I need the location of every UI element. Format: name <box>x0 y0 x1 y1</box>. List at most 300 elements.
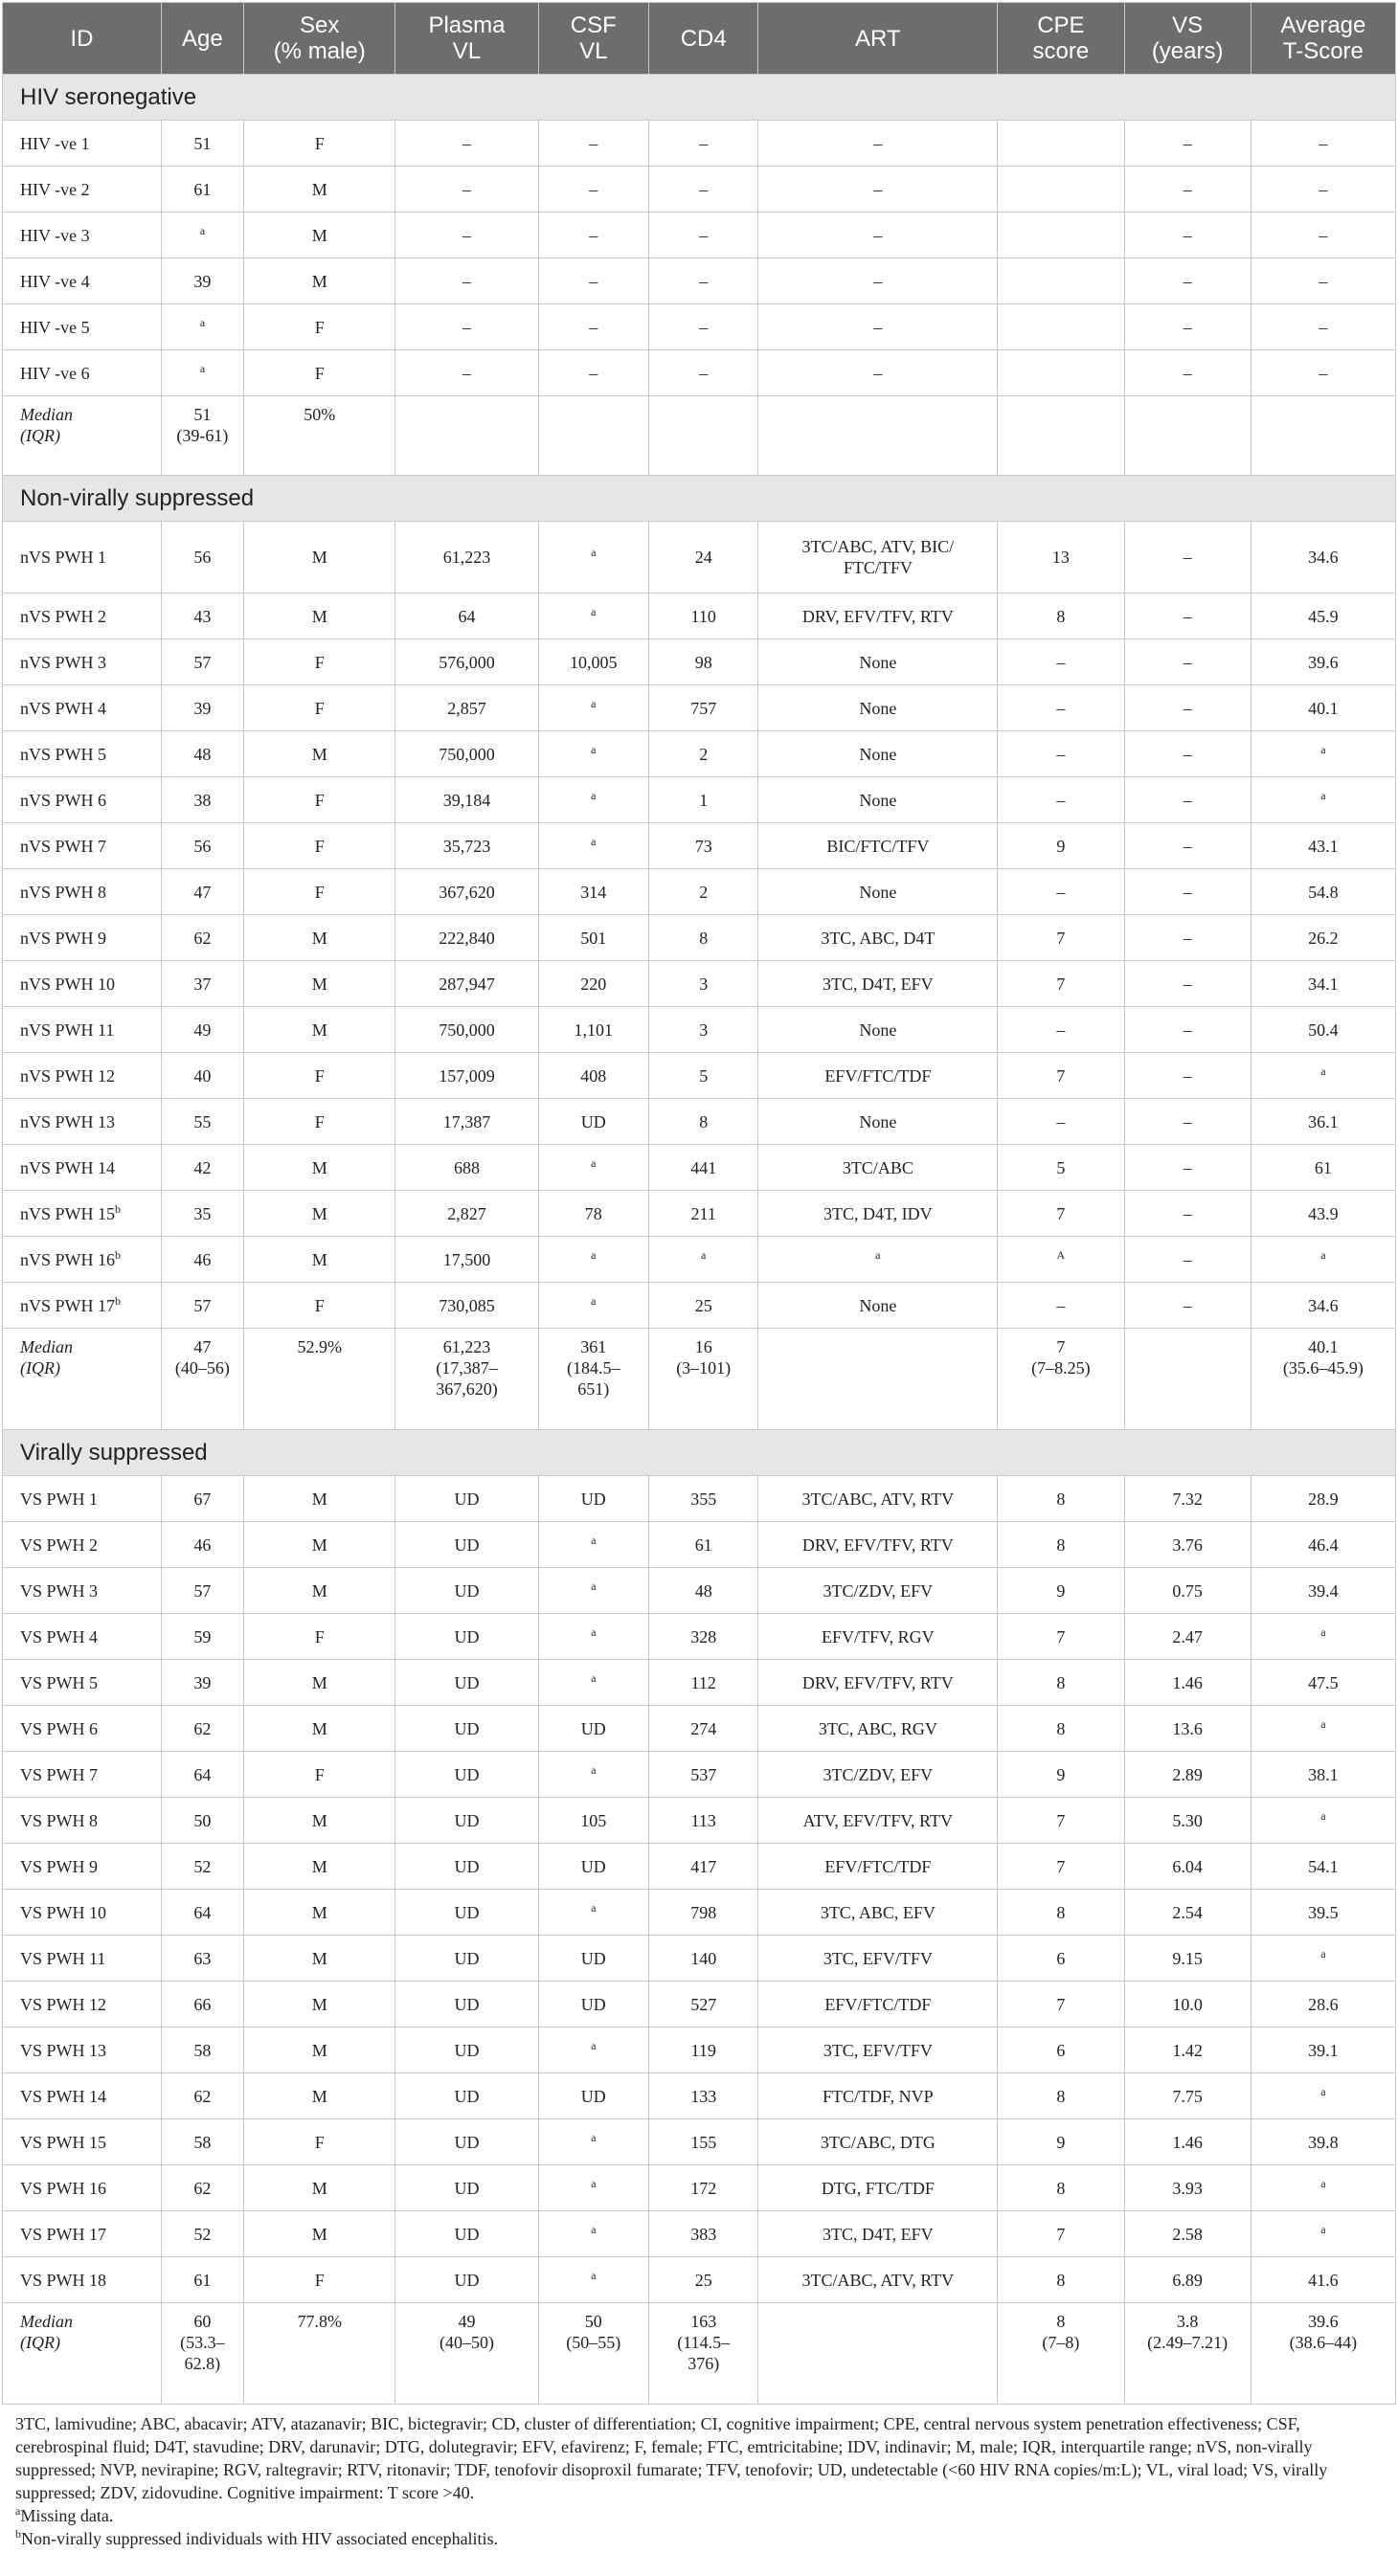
table-cell: 25 <box>648 2257 757 2303</box>
table-cell: M <box>243 522 395 594</box>
table-cell: UD <box>395 2073 538 2119</box>
table-cell: 222,840 <box>395 915 538 961</box>
table-cell: a <box>1251 731 1395 777</box>
table-cell: 3TC, ABC, RGV <box>758 1706 998 1752</box>
table-cell: UD <box>538 2073 648 2119</box>
table-cell: UD <box>538 1476 648 1522</box>
table-cell: 9.15 <box>1124 1936 1251 1982</box>
table-cell: a <box>538 1660 648 1706</box>
table-row <box>3 1099 1396 1145</box>
table-cell: M <box>243 1982 395 2027</box>
table-cell: 34.1 <box>1251 961 1395 1007</box>
row-id-cell: VS PWH 6 <box>3 1706 162 1752</box>
table-cell: 383 <box>648 2211 757 2257</box>
section-title: Non-virally suppressed <box>3 476 1396 522</box>
table-cell: – <box>648 121 757 167</box>
table-cell: DRV, EFV/TFV, RTV <box>758 1522 998 1568</box>
table-cell <box>998 213 1124 258</box>
table-cell: a <box>1251 2165 1395 2211</box>
table-row <box>3 167 1396 213</box>
table-cell: 47 <box>161 869 243 915</box>
table-cell: 119 <box>648 2027 757 2073</box>
table-cell: – <box>538 213 648 258</box>
table-cell <box>395 396 538 476</box>
row-id-cell: VS PWH 1 <box>3 1476 162 1522</box>
table-cell: – <box>648 167 757 213</box>
table-cell: M <box>243 1476 395 1522</box>
table-cell: 155 <box>648 2119 757 2165</box>
table-cell <box>758 1329 998 1430</box>
table-cell: – <box>395 213 538 258</box>
row-id-cell: VS PWH 15 <box>3 2119 162 2165</box>
table-cell: 58 <box>161 2119 243 2165</box>
row-id-cell: nVS PWH 17$^b$ <box>3 1283 162 1329</box>
table-cell: 2 <box>648 731 757 777</box>
row-id-cell: Median (IQR) <box>3 396 162 476</box>
table-cell: 750,000 <box>395 731 538 777</box>
table-cell: 3TC/ABC, DTG <box>758 2119 998 2165</box>
row-id-cell: nVS PWH 7 <box>3 823 162 869</box>
table-cell: EFV/TFV, RGV <box>758 1614 998 1660</box>
table-cell: 52.9% <box>243 1329 395 1430</box>
table-cell: 39.1 <box>1251 2027 1395 2073</box>
row-id-cell: VS PWH 3 <box>3 1568 162 1614</box>
table-cell: a <box>538 1145 648 1191</box>
row-id-cell: VS PWH 8 <box>3 1798 162 1844</box>
table-cell: – <box>1124 1191 1251 1237</box>
row-id-cell: VS PWH 11 <box>3 1936 162 1982</box>
table-cell: 133 <box>648 2073 757 2119</box>
table-row <box>3 685 1396 731</box>
table-cell: – <box>998 1099 1124 1145</box>
table-cell: – <box>538 167 648 213</box>
table-row <box>3 2165 1396 2211</box>
footnote-b-mark: b <box>15 2527 21 2541</box>
table-cell: – <box>395 304 538 350</box>
table-cell: – <box>1124 685 1251 731</box>
table-cell: a <box>1251 1936 1395 1982</box>
table-cell: 7 <box>998 961 1124 1007</box>
table-cell <box>998 304 1124 350</box>
table-cell: F <box>243 1752 395 1798</box>
table-cell: 5 <box>648 1053 757 1099</box>
section-title: Virally suppressed <box>3 1430 1396 1476</box>
footnote-a-mark: a <box>15 2504 21 2518</box>
table-cell <box>1251 396 1395 476</box>
table-cell: a <box>538 1522 648 1568</box>
table-cell: 2,857 <box>395 685 538 731</box>
table-cell: F <box>243 1614 395 1660</box>
median-row <box>3 2303 1396 2405</box>
table-cell: EFV/FTC/TDF <box>758 1982 998 2027</box>
table-cell: M <box>243 1145 395 1191</box>
table-cell: 61 <box>648 1522 757 1568</box>
table-cell: – <box>1124 961 1251 1007</box>
table-row <box>3 2027 1396 2073</box>
table-cell: 47 (40–56) <box>161 1329 243 1430</box>
table-cell: UD <box>395 1798 538 1844</box>
table-cell: a <box>1251 1237 1395 1283</box>
table-cell: a <box>538 1283 648 1329</box>
table-cell: – <box>538 350 648 396</box>
table-cell: 48 <box>648 1568 757 1614</box>
table-row <box>3 1522 1396 1568</box>
table-cell: 61,223 <box>395 522 538 594</box>
row-id-cell: nVS PWH 1 <box>3 522 162 594</box>
table-cell: F <box>243 777 395 823</box>
row-id-cell: nVS PWH 14 <box>3 1145 162 1191</box>
table-cell: 57 <box>161 639 243 685</box>
table-row <box>3 1752 1396 1798</box>
table-cell: 46 <box>161 1522 243 1568</box>
table-cell: 58 <box>161 2027 243 2073</box>
table-cell: 1.46 <box>1124 1660 1251 1706</box>
table-cell: M <box>243 1007 395 1053</box>
row-id-cell: VS PWH 14 <box>3 2073 162 2119</box>
table-cell: 8 <box>648 1099 757 1145</box>
table-row <box>3 2257 1396 2303</box>
table-cell: F <box>243 121 395 167</box>
table-cell: 105 <box>538 1798 648 1844</box>
footnote-b-text: Non-virally suppressed individuals with HIV associated encephalitis. <box>21 2529 499 2548</box>
table-cell: 8 <box>998 1890 1124 1936</box>
table-cell: – <box>1124 731 1251 777</box>
row-id-cell: nVS PWH 16$^b$ <box>3 1237 162 1283</box>
row-id-cell: HIV -ve 6 <box>3 350 162 396</box>
table-cell: 50 <box>161 1798 243 1844</box>
table-cell: UD <box>395 1890 538 1936</box>
table-cell: a <box>538 685 648 731</box>
table-cell: F <box>243 2119 395 2165</box>
table-cell: M <box>243 731 395 777</box>
table-cell: – <box>758 304 998 350</box>
table-cell: 64 <box>161 1752 243 1798</box>
table-cell: EFV/FTC/TDF <box>758 1844 998 1890</box>
table-cell: a <box>1251 1614 1395 1660</box>
table-cell: – <box>1251 213 1395 258</box>
table-cell: F <box>243 1099 395 1145</box>
table-cell: 1 <box>648 777 757 823</box>
header-row <box>3 3 1396 75</box>
table-row <box>3 1145 1396 1191</box>
table-cell: 287,947 <box>395 961 538 1007</box>
table-cell: 43.1 <box>1251 823 1395 869</box>
table-cell: 6 <box>998 2027 1124 2073</box>
table-cell: 3TC/ZDV, EFV <box>758 1568 998 1614</box>
table-cell: M <box>243 258 395 304</box>
table-cell: F <box>243 639 395 685</box>
table-cell: 3.76 <box>1124 1522 1251 1568</box>
table-row <box>3 1798 1396 1844</box>
table-cell: – <box>1124 1007 1251 1053</box>
table-cell: 6 <box>998 1936 1124 1982</box>
table-cell: – <box>648 213 757 258</box>
table-cell: – <box>758 213 998 258</box>
table-cell: M <box>243 1522 395 1568</box>
column-header: Sex (% male) <box>243 3 395 75</box>
table-cell: 7 <box>998 2211 1124 2257</box>
footnote-a-text: Missing data. <box>20 2506 114 2525</box>
table-cell: 576,000 <box>395 639 538 685</box>
table-cell: – <box>998 777 1124 823</box>
table-cell: 0.75 <box>1124 1568 1251 1614</box>
row-id-cell: VS PWH 2 <box>3 1522 162 1568</box>
column-header: ART <box>758 3 998 75</box>
table-cell: 98 <box>648 639 757 685</box>
row-id-cell: nVS PWH 3 <box>3 639 162 685</box>
table-row <box>3 594 1396 639</box>
table-cell: 757 <box>648 685 757 731</box>
table-cell: – <box>1251 121 1395 167</box>
table-cell: – <box>538 121 648 167</box>
table-cell: – <box>1124 522 1251 594</box>
table-cell: 61 <box>1251 1145 1395 1191</box>
table-cell: DTG, FTC/TDF <box>758 2165 998 2211</box>
table-cell: – <box>1251 258 1395 304</box>
table-cell: 5.30 <box>1124 1798 1251 1844</box>
table-cell: 730,085 <box>395 1283 538 1329</box>
table-cell: UD <box>395 2027 538 2073</box>
table-cell: a <box>538 731 648 777</box>
table-cell: 7 <box>998 1844 1124 1890</box>
table-cell: 8 <box>998 1706 1124 1752</box>
table-cell: F <box>243 2257 395 2303</box>
table-cell: 7.75 <box>1124 2073 1251 2119</box>
table-cell: UD <box>538 1099 648 1145</box>
table-row <box>3 2211 1396 2257</box>
table-cell: – <box>538 258 648 304</box>
table-cell: 52 <box>161 2211 243 2257</box>
table-row <box>3 869 1396 915</box>
table-cell: 1,101 <box>538 1007 648 1053</box>
table-cell: 10,005 <box>538 639 648 685</box>
table-cell: 62 <box>161 915 243 961</box>
table-cell: 9 <box>998 823 1124 869</box>
table-cell: 5 <box>998 1145 1124 1191</box>
table-cell: – <box>1124 869 1251 915</box>
table-cell: 38.1 <box>1251 1752 1395 1798</box>
table-cell: 43 <box>161 594 243 639</box>
row-id-cell: HIV -ve 3 <box>3 213 162 258</box>
table-cell: 54.8 <box>1251 869 1395 915</box>
table-cell: 8 <box>648 915 757 961</box>
table-cell: 3TC/ABC <box>758 1145 998 1191</box>
table-row <box>3 961 1396 1007</box>
table-cell: 8 <box>998 1476 1124 1522</box>
table-cell: 39.5 <box>1251 1890 1395 1936</box>
table-cell: – <box>1251 350 1395 396</box>
table-cell: 367,620 <box>395 869 538 915</box>
column-header: Age <box>161 3 243 75</box>
table-cell: a <box>538 2211 648 2257</box>
table-cell: – <box>998 639 1124 685</box>
table-cell: 2 <box>648 869 757 915</box>
table-cell: 9 <box>998 1752 1124 1798</box>
table-cell: 7 <box>998 1798 1124 1844</box>
table-cell <box>998 167 1124 213</box>
table-cell: None <box>758 685 998 731</box>
table-cell: a <box>538 1752 648 1798</box>
row-id-cell: HIV -ve 1 <box>3 121 162 167</box>
table-cell: – <box>1251 167 1395 213</box>
table-cell: a <box>538 1237 648 1283</box>
table-cell: 34.6 <box>1251 522 1395 594</box>
table-cell: 13.6 <box>1124 1706 1251 1752</box>
table-cell: UD <box>395 1522 538 1568</box>
row-id-cell: Median (IQR) <box>3 2303 162 2405</box>
table-cell: M <box>243 1237 395 1283</box>
table-row <box>3 522 1396 594</box>
table-cell: – <box>395 258 538 304</box>
table-cell: 48 <box>161 731 243 777</box>
table-cell: 61 <box>161 2257 243 2303</box>
table-cell: 441 <box>648 1145 757 1191</box>
table-cell: 537 <box>648 1752 757 1798</box>
table-cell: 3TC, EFV/TFV <box>758 2027 998 2073</box>
table-cell: 50% <box>243 396 395 476</box>
table-cell: 24 <box>648 522 757 594</box>
table-cell: – <box>758 258 998 304</box>
table-cell: a <box>1251 1706 1395 1752</box>
table-cell: 1.42 <box>1124 2027 1251 2073</box>
table-cell: 46 <box>161 1237 243 1283</box>
table-cell: 3TC, D4T, EFV <box>758 961 998 1007</box>
median-row <box>3 1329 1396 1430</box>
table-cell: a <box>161 213 243 258</box>
table-cell: M <box>243 594 395 639</box>
table-cell: – <box>1124 258 1251 304</box>
table-cell: 8 <box>998 2257 1124 2303</box>
table-row <box>3 304 1396 350</box>
table-cell: 35,723 <box>395 823 538 869</box>
table-cell: UD <box>395 1844 538 1890</box>
table-cell: 2.89 <box>1124 1752 1251 1798</box>
table-cell: 13 <box>998 522 1124 594</box>
table-cell: None <box>758 1007 998 1053</box>
table-cell: 3TC/ABC, ATV, RTV <box>758 1476 998 1522</box>
table-cell: UD <box>395 2119 538 2165</box>
table-cell: 16 (3–101) <box>648 1329 757 1430</box>
table-cell: DRV, EFV/TFV, RTV <box>758 594 998 639</box>
table-cell: 28.6 <box>1251 1982 1395 2027</box>
table-cell: a <box>538 823 648 869</box>
table-cell: – <box>1124 1237 1251 1283</box>
table-cell: 36.1 <box>1251 1099 1395 1145</box>
table-cell: UD <box>538 1844 648 1890</box>
row-id-cell: VS PWH 7 <box>3 1752 162 1798</box>
table-cell: a <box>538 2027 648 2073</box>
table-cell: – <box>998 1283 1124 1329</box>
table-row <box>3 350 1396 396</box>
table-cell: – <box>1124 1053 1251 1099</box>
table-cell: 62 <box>161 1706 243 1752</box>
table-cell: 34.6 <box>1251 1283 1395 1329</box>
table-cell: M <box>243 2073 395 2119</box>
table-cell: 55 <box>161 1099 243 1145</box>
table-cell: M <box>243 1798 395 1844</box>
table-cell: a <box>538 2119 648 2165</box>
table-cell <box>1124 396 1251 476</box>
table-cell: UD <box>538 1982 648 2027</box>
table-cell: None <box>758 777 998 823</box>
table-cell: a <box>1251 1798 1395 1844</box>
table-cell: 163 (114.5– 376) <box>648 2303 757 2405</box>
table-row <box>3 1476 1396 1522</box>
table-cell: 57 <box>161 1568 243 1614</box>
table-cell: 39 <box>161 258 243 304</box>
table-cell: – <box>1124 777 1251 823</box>
table-cell: 43.9 <box>1251 1191 1395 1237</box>
table-cell: 3.8 (2.49–7.21) <box>1124 2303 1251 2405</box>
row-id-cell: nVS PWH 13 <box>3 1099 162 1145</box>
table-row <box>3 1936 1396 1982</box>
table-cell: 56 <box>161 823 243 869</box>
table-cell: – <box>1124 1145 1251 1191</box>
table-cell: 28.9 <box>1251 1476 1395 1522</box>
row-id-cell: nVS PWH 8 <box>3 869 162 915</box>
table-cell: 45.9 <box>1251 594 1395 639</box>
table-cell: 8 <box>998 1522 1124 1568</box>
table-cell: 2,827 <box>395 1191 538 1237</box>
table-cell: 7 <box>998 1191 1124 1237</box>
column-header: CSF VL <box>538 3 648 75</box>
table-cell: 8 <box>998 2165 1124 2211</box>
table-cell: a <box>1251 777 1395 823</box>
section-row <box>3 1430 1396 1476</box>
table-cell: F <box>243 869 395 915</box>
row-id-cell: HIV -ve 2 <box>3 167 162 213</box>
table-cell: 42 <box>161 1145 243 1191</box>
table-cell: 408 <box>538 1053 648 1099</box>
table-cell: a <box>758 1237 998 1283</box>
row-id-cell: VS PWH 4 <box>3 1614 162 1660</box>
table-row <box>3 2119 1396 2165</box>
table-cell: 3 <box>648 1007 757 1053</box>
table-row <box>3 1568 1396 1614</box>
table-cell: – <box>1124 639 1251 685</box>
table-cell: 8 <box>998 594 1124 639</box>
table-cell: 750,000 <box>395 1007 538 1053</box>
table-cell: 798 <box>648 1890 757 1936</box>
table-cell <box>998 350 1124 396</box>
table-cell: UD <box>395 1568 538 1614</box>
table-cell: – <box>998 1007 1124 1053</box>
table-row <box>3 1007 1396 1053</box>
table-row <box>3 731 1396 777</box>
table-cell: 110 <box>648 594 757 639</box>
table-cell: 64 <box>161 1890 243 1936</box>
table-cell: 417 <box>648 1844 757 1890</box>
table-cell: a <box>538 522 648 594</box>
table-cell: 9 <box>998 1568 1124 1614</box>
table-row <box>3 1706 1396 1752</box>
table-cell: 7 <box>998 915 1124 961</box>
table-cell: 3TC/ABC, ATV, RTV <box>758 2257 998 2303</box>
table-cell: – <box>998 685 1124 731</box>
table-body <box>3 75 1396 2405</box>
table-cell: M <box>243 1568 395 1614</box>
table-cell: 40 <box>161 1053 243 1099</box>
row-id-cell: VS PWH 17 <box>3 2211 162 2257</box>
row-id-cell: VS PWH 12 <box>3 1982 162 2027</box>
table-cell: 17,387 <box>395 1099 538 1145</box>
table-cell: 211 <box>648 1191 757 1237</box>
table-cell: – <box>758 350 998 396</box>
row-id-cell: nVS PWH 2 <box>3 594 162 639</box>
table-cell: 3TC, D4T, IDV <box>758 1191 998 1237</box>
table-cell: – <box>648 304 757 350</box>
table-cell: – <box>538 304 648 350</box>
